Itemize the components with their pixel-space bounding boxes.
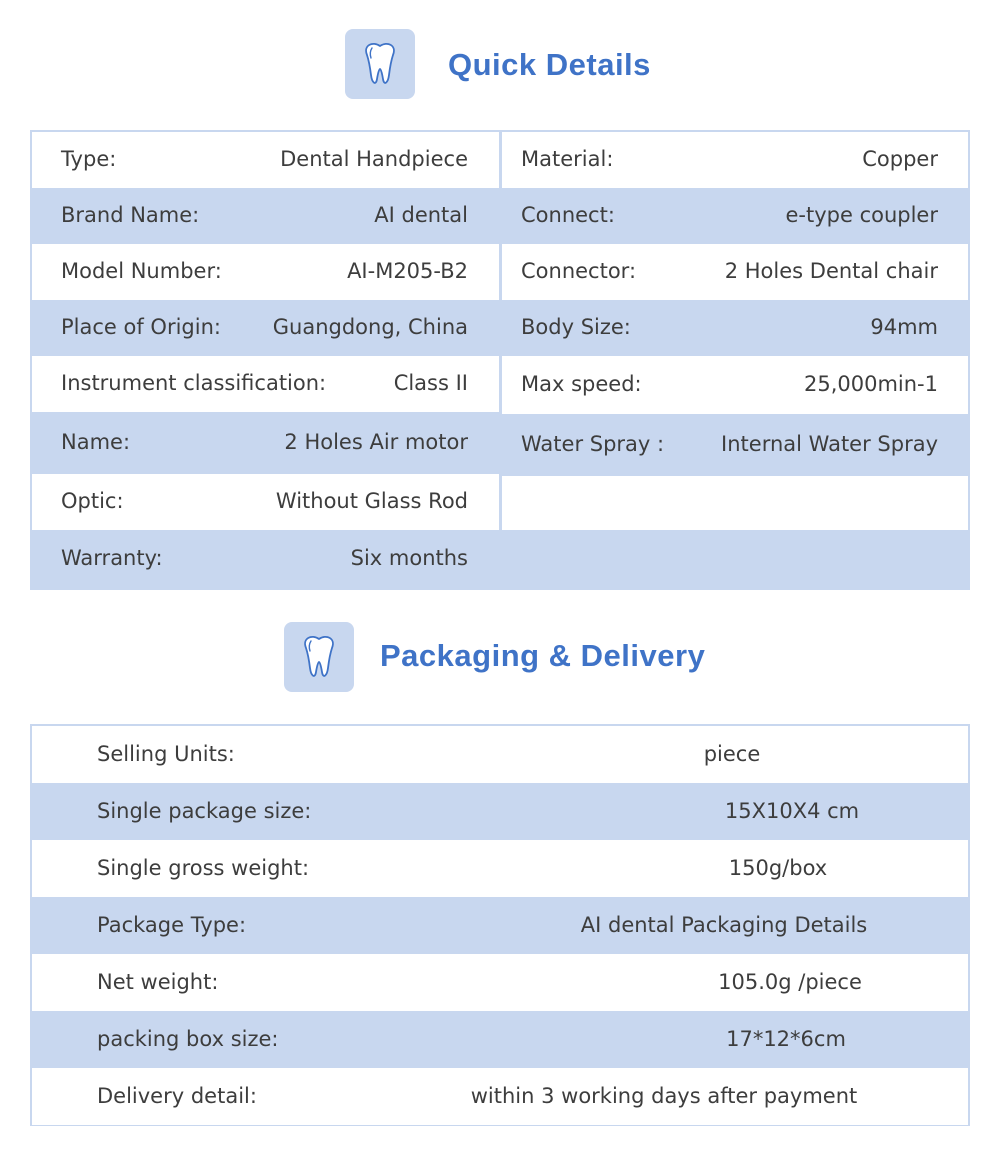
quick-details-header bbox=[0, 29, 1000, 101]
spec-row-left-4 bbox=[32, 300, 499, 356]
spec-label: Connect: bbox=[521, 203, 615, 227]
spec-row-left-6 bbox=[32, 412, 499, 474]
spec-value: e-type coupler bbox=[785, 203, 938, 227]
packaging-label: Single package size: bbox=[97, 799, 312, 823]
spec-label: Instrument classification: bbox=[61, 371, 327, 395]
spec-row-left-5 bbox=[32, 356, 499, 412]
spec-label: Body Size: bbox=[521, 315, 631, 339]
spec-row-left-1 bbox=[32, 132, 499, 188]
packaging-value: AI dental Packaging Details bbox=[580, 913, 868, 937]
spec-row-right-1 bbox=[502, 132, 968, 188]
packaging-value: 150g/box bbox=[728, 856, 828, 880]
spec-label: Warranty: bbox=[61, 546, 163, 570]
spec-value: Guangdong, China bbox=[272, 315, 468, 339]
spec-value: Internal Water Spray bbox=[721, 432, 938, 456]
spec-label: Place of Origin: bbox=[61, 315, 221, 339]
packaging-value: 105.0g /piece bbox=[718, 970, 862, 994]
spec-value: Without Glass Rod bbox=[275, 489, 468, 513]
packaging-value: within 3 working days after payment bbox=[470, 1084, 858, 1108]
tooth-icon bbox=[284, 622, 354, 692]
spec-row-right-3 bbox=[502, 244, 968, 300]
spec-row-right-2 bbox=[502, 188, 968, 244]
spec-row-left-2 bbox=[32, 188, 499, 244]
packaging-row-6 bbox=[32, 1011, 968, 1068]
spec-row-left-3 bbox=[32, 244, 499, 300]
packaging-label: Package Type: bbox=[97, 913, 247, 937]
packaging-value: 17*12*6cm bbox=[726, 1027, 846, 1051]
spec-label: Max speed: bbox=[521, 372, 642, 396]
spec-row-right-8 bbox=[502, 530, 968, 588]
tooth-icon bbox=[345, 29, 415, 99]
spec-value: Six months bbox=[350, 546, 468, 570]
packaging-row-7 bbox=[32, 1068, 968, 1125]
spec-label: Connector: bbox=[521, 259, 637, 283]
packaging-row-4 bbox=[32, 897, 968, 954]
packaging-row-2 bbox=[32, 783, 968, 840]
spec-label: Optic: bbox=[61, 489, 124, 513]
spec-label: Model Number: bbox=[61, 259, 222, 283]
spec-row-right-4 bbox=[502, 300, 968, 356]
packaging-label: Delivery detail: bbox=[97, 1084, 257, 1108]
packaging-label: Net weight: bbox=[97, 970, 219, 994]
spec-label: Material: bbox=[521, 147, 614, 171]
spec-row-right-5 bbox=[502, 356, 968, 414]
spec-value: 2 Holes Air motor bbox=[284, 430, 468, 454]
spec-label: Brand Name: bbox=[61, 203, 200, 227]
spec-value: Class II bbox=[393, 371, 468, 395]
spec-value: AI dental bbox=[374, 203, 468, 227]
packaging-row-5 bbox=[32, 954, 968, 1011]
packaging-label: packing box size: bbox=[97, 1027, 279, 1051]
quick-details-title: Quick Details bbox=[448, 47, 651, 82]
packaging-header bbox=[0, 622, 1000, 694]
packaging-title: Packaging & Delivery bbox=[380, 638, 706, 673]
spec-row-right-6 bbox=[502, 414, 968, 476]
spec-label: Name: bbox=[61, 430, 131, 454]
packaging-table bbox=[30, 724, 970, 1126]
spec-value: 2 Holes Dental chair bbox=[724, 259, 938, 283]
packaging-row-1 bbox=[32, 726, 968, 783]
packaging-row-3 bbox=[32, 840, 968, 897]
spec-value: AI-M205-B2 bbox=[347, 259, 468, 283]
packaging-value: 15X10X4 cm bbox=[724, 799, 860, 823]
spec-row-left-8 bbox=[32, 530, 499, 588]
spec-value: Copper bbox=[862, 147, 938, 171]
spec-label: Type: bbox=[61, 147, 117, 171]
packaging-label: Single gross weight: bbox=[97, 856, 310, 880]
packaging-label: Selling Units: bbox=[97, 742, 235, 766]
spec-label: Water Spray : bbox=[521, 432, 665, 456]
spec-value: 25,000min-1 bbox=[803, 372, 938, 396]
spec-row-right-7 bbox=[502, 476, 968, 530]
spec-value: 94mm bbox=[870, 315, 938, 339]
quick-details-table bbox=[30, 130, 970, 590]
packaging-value: piece bbox=[703, 742, 761, 766]
spec-row-left-7 bbox=[32, 474, 499, 530]
spec-value: Dental Handpiece bbox=[280, 147, 468, 171]
